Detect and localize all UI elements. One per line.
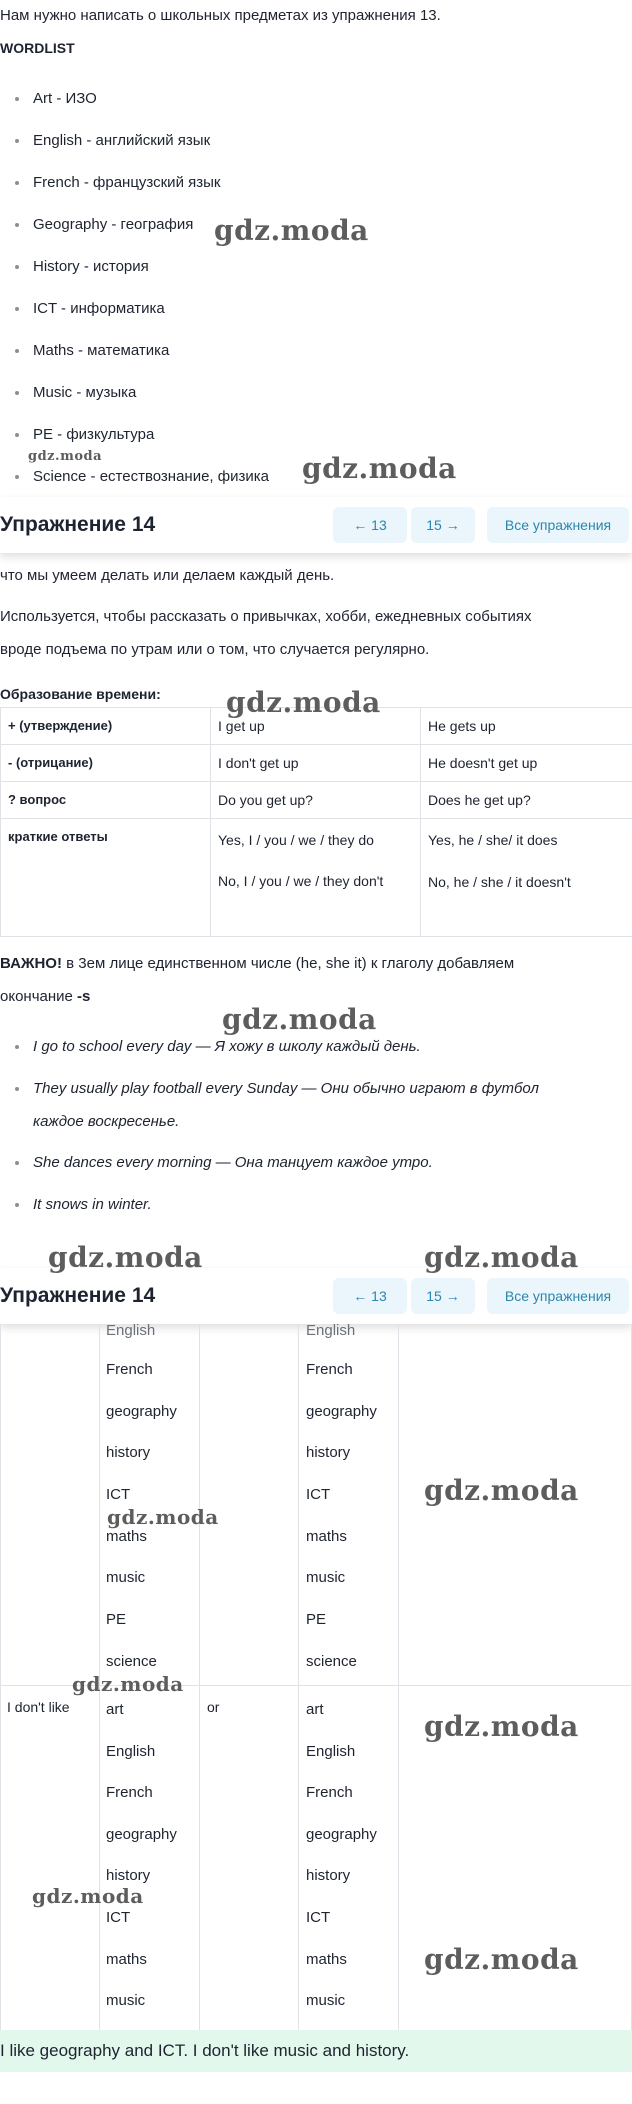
subject-cell: French (106, 1784, 153, 1801)
watermark: gdz.moda (48, 1241, 203, 1274)
list-item: Music - музыка (0, 372, 632, 414)
exercise-nav-bar (0, 497, 632, 553)
watermark: gdz.moda (28, 449, 103, 464)
important-note: ВАЖНО! в 3ем лице единственном числе (he, she it) к глаголу добавляем (0, 955, 515, 972)
bullet-icon (15, 391, 19, 395)
watermark: gdz.moda (424, 1241, 579, 1274)
list-item: Maths - математика (0, 330, 632, 372)
subject-cell: maths (106, 1951, 147, 1968)
wordlist-heading: WORDLIST (0, 40, 75, 56)
subject-cell: French (306, 1784, 353, 1801)
list-item: English - английский язык (0, 120, 632, 162)
subject-cell: English (106, 1322, 156, 1339)
bullet-icon (15, 1087, 19, 1091)
watermark: gdz.moda (107, 1505, 219, 1529)
subject-cell: music (106, 1992, 146, 2009)
subject-cell: PE (106, 1611, 127, 1628)
subject-cell: art (106, 1701, 124, 1718)
table-cell: + (утверждение) (1, 708, 211, 745)
subject-cell: geography (306, 1826, 377, 1843)
subject-cell: history (106, 1444, 151, 1461)
bullet-icon (15, 307, 19, 311)
subject-cell: maths (306, 1528, 347, 1545)
table-cell: He doesn't get up (421, 745, 632, 782)
list-item: French - французский язык (0, 162, 632, 204)
important-note-line-2: окончание -s (0, 988, 91, 1005)
watermark: gdz.moda (424, 1710, 579, 1743)
watermark: gdz.moda (302, 452, 457, 485)
table-cell: - (отрицание) (1, 745, 211, 782)
subject-cell: ICT (106, 1909, 131, 1926)
table-cell: Does he get up? (421, 782, 632, 819)
list-item: History - история (0, 246, 632, 288)
subject-cell: geography (106, 1403, 177, 1420)
prev-exercise-button[interactable]: ← 13 (333, 1278, 407, 1314)
table-cell: I don't get up (211, 745, 421, 782)
watermark: gdz.moda (226, 686, 381, 719)
subject-cell: science (306, 1653, 357, 1670)
subject-cell: science (106, 1653, 157, 1670)
watermark: gdz.moda (72, 1672, 184, 1696)
grammar-table (0, 707, 632, 937)
prev-exercise-button[interactable]: ← 13 (333, 507, 407, 543)
subject-cell: music (306, 1569, 346, 1586)
table-cell: Yes, I / you / we / they do No, I / you / we / they don't (211, 819, 421, 937)
bullet-icon (15, 349, 19, 353)
list-item: Science - естествознание, физика (0, 456, 632, 498)
bullet-icon (15, 139, 19, 143)
subject-cell: geography (306, 1403, 377, 1420)
table-row (1, 819, 632, 937)
all-exercises-button[interactable]: Все упражнения (487, 507, 629, 543)
table-cell: Yes, he / she/ it does No, he / she / it doesn't (421, 819, 632, 937)
subject-cell: English (306, 1322, 356, 1339)
watermark: gdz.moda (222, 1003, 377, 1036)
subject-cell: history (306, 1867, 351, 1884)
list-item: I go to school every day — Я хожу в школу каждый день. (0, 1030, 632, 1072)
formation-heading: Образование времени: (0, 686, 161, 702)
bullet-icon (15, 1161, 19, 1165)
subject-cell: music (306, 1992, 346, 2009)
bullet-icon (15, 181, 19, 185)
all-exercises-button[interactable]: Все упражнения (487, 1278, 629, 1314)
table-row (1, 782, 632, 819)
subject-cell: history (306, 1444, 351, 1461)
next-exercise-button[interactable]: 15 → (411, 507, 475, 543)
answer-box: I like geography and ICT. I don't like music and history. (0, 2030, 632, 2072)
table-cell: He gets up (421, 708, 632, 745)
list-item: PE - физкультура (0, 414, 632, 456)
table-border (199, 1324, 200, 2030)
subject-cell: maths (106, 1528, 147, 1545)
list-item: Art - ИЗО (0, 78, 632, 120)
bullet-icon (15, 475, 19, 479)
list-item: She dances every morning — Она танцует каждое утро. (0, 1146, 632, 1188)
list-item: ICT - информатика (0, 288, 632, 330)
table-cell: Do you get up? (211, 782, 421, 819)
bullet-icon (15, 97, 19, 101)
subject-cell: ICT (306, 1486, 331, 1503)
subject-cell: English (106, 1743, 156, 1760)
table-cell: I get up (211, 708, 421, 745)
table-cell: ? вопрос (1, 782, 211, 819)
bullet-icon (15, 1203, 19, 1207)
watermark: gdz.moda (32, 1884, 144, 1908)
exercise-title: Упражнение 14 (0, 513, 156, 536)
subject-cell: French (106, 1361, 153, 1378)
intro-text: Нам нужно написать о школьных предметах из упражнения 13. (0, 7, 441, 24)
subject-cell: maths (306, 1951, 347, 1968)
table-border (398, 1324, 399, 2030)
next-exercise-button[interactable]: 15 → (411, 1278, 475, 1314)
bullet-icon (15, 1045, 19, 1049)
subject-cell: geography (106, 1826, 177, 1843)
list-item: They usually play football every Sunday — Они обычно играют в футбол каждое воскресенье. (0, 1072, 632, 1146)
subject-cell: PE (306, 1611, 327, 1628)
subject-cell: ICT (306, 1909, 331, 1926)
bullet-icon (15, 433, 19, 437)
table-border (298, 1324, 299, 2030)
bullet-icon (15, 223, 19, 227)
row-label: I don't like (7, 1699, 70, 1715)
examples-list (0, 1030, 632, 1230)
subject-cell: music (106, 1569, 146, 1586)
wordlist (0, 78, 632, 498)
table-cell: краткие ответы (1, 819, 211, 937)
subject-cell: history (106, 1867, 151, 1884)
theory-line-2: Используется, чтобы рассказать о привычках, хобби, ежедневных событиях (0, 608, 532, 625)
watermark: gdz.moda (424, 1943, 579, 1976)
or-label: or (207, 1699, 220, 1715)
watermark: gdz.moda (214, 214, 369, 247)
theory-line-3: вроде подъема по утрам или о том, что случается регулярно. (0, 641, 430, 658)
subject-cell: ICT (106, 1486, 131, 1503)
table-border (0, 1324, 1, 2030)
table-row (1, 745, 632, 782)
list-item: It snows in winter. (0, 1188, 632, 1230)
list-item: Geography - география (0, 204, 632, 246)
subject-cell: art (306, 1701, 324, 1718)
watermark: gdz.moda (424, 1474, 579, 1507)
exercise-nav-bar-sticky (0, 1268, 632, 1324)
subject-cell: French (306, 1361, 353, 1378)
theory-line-1: что мы умеем делать или делаем каждый день. (0, 567, 335, 584)
subject-cell: English (306, 1743, 356, 1760)
bullet-icon (15, 265, 19, 269)
exercise-title: Упражнение 14 (0, 1284, 156, 1307)
